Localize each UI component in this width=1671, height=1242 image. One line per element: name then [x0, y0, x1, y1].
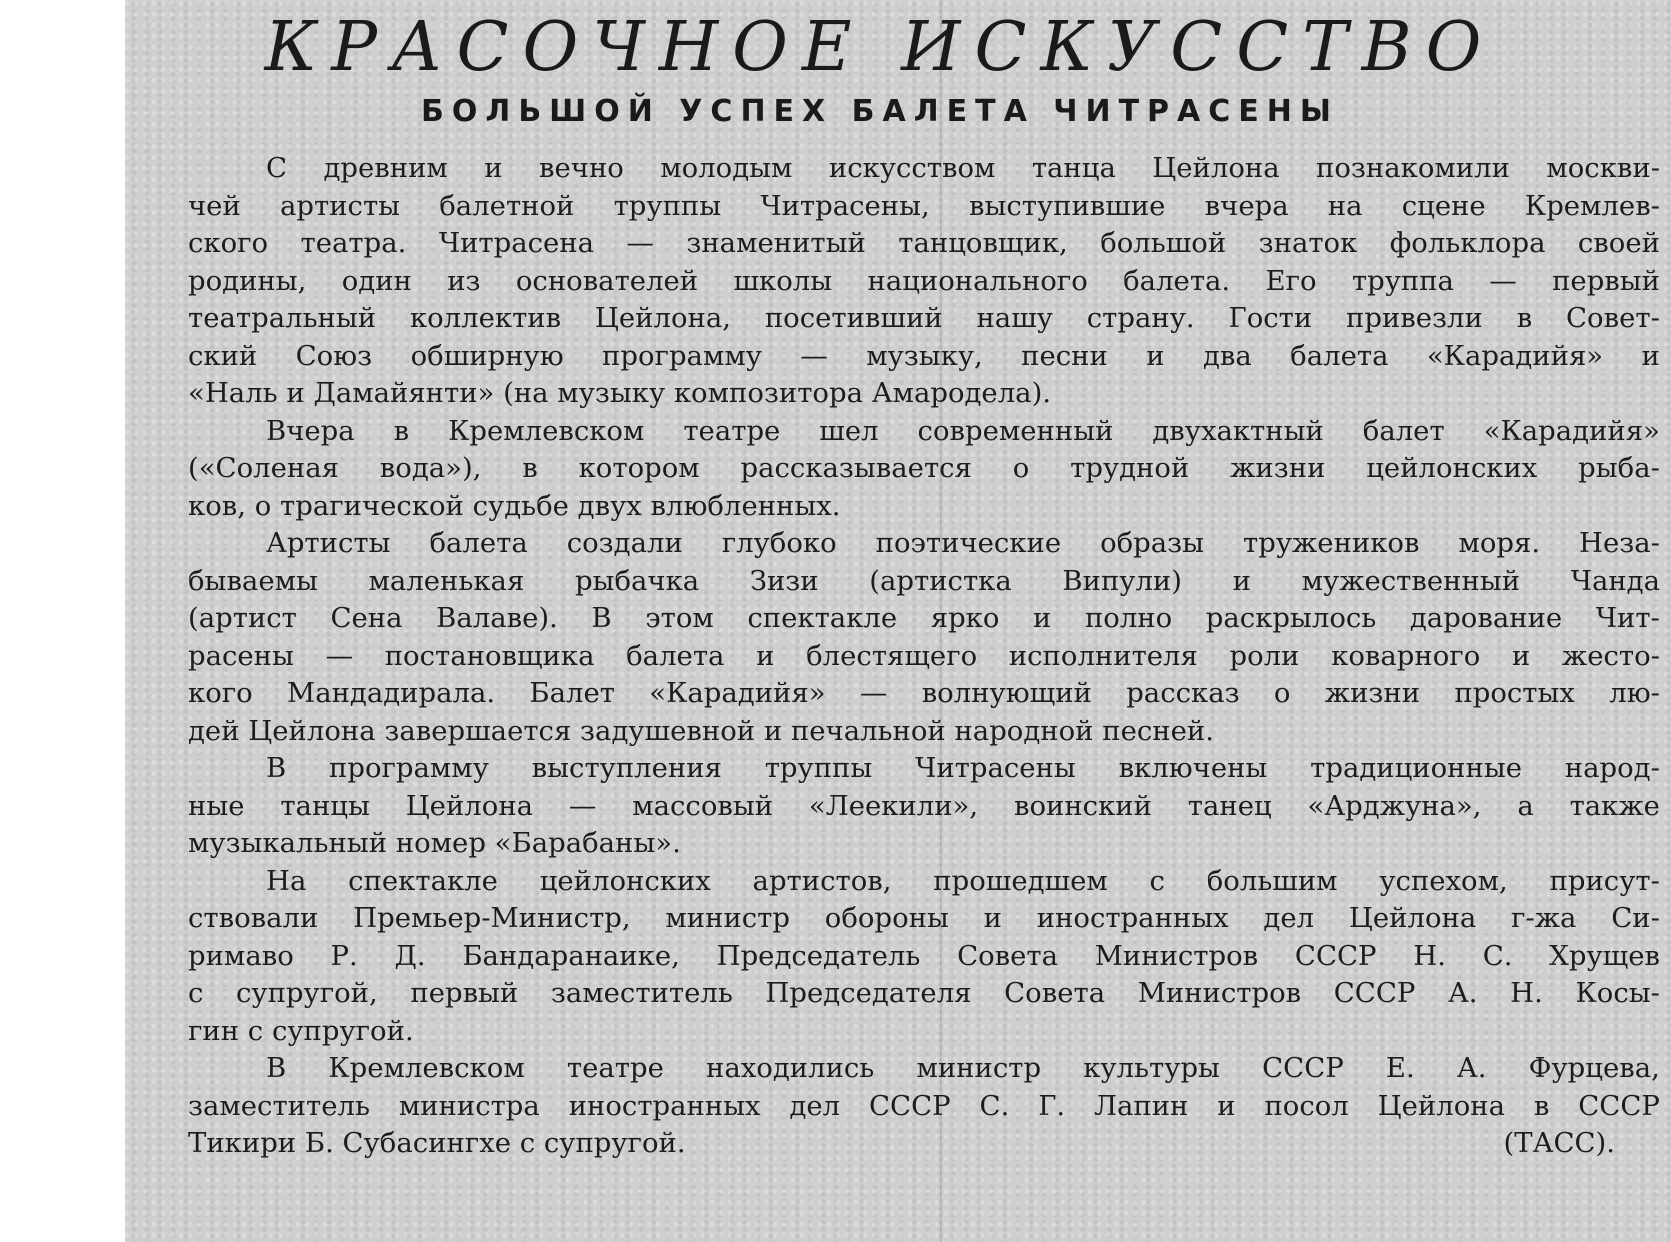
news-agency-credit: (ТАСС).: [1503, 1127, 1615, 1159]
article-line: ский Союз обширную программу — музыку, песни и два балета «Карадийя» и: [188, 339, 1660, 372]
article-line: кого Мандадирала. Балет «Карадийя» — волнующий рассказ о жизни простых лю-: [188, 677, 1660, 709]
article-line: Артисты балета создали глубоко поэтические образы тружеников моря. Неза-: [266, 527, 1660, 559]
article-subheadline: БОЛЬШОЙ УСПЕХ БАЛЕТА ЧИТРАСЕНЫ: [421, 94, 1339, 129]
article-line: ков, о трагической судьбе двух влюбленных.: [188, 489, 841, 522]
article-line: чей артисты балетной труппы Читрасены, выступившие вчера на сцене Кремлев-: [188, 189, 1660, 222]
article-line: ствовали Премьер-Министр, министр обороны и иностранных дел Цейлона г-жа Си-: [188, 902, 1660, 934]
article-final-line: Тикири Б. Субасингхе с супругой.: [188, 1127, 686, 1159]
article-line: расены — постановщика балета и блестящего исполнителя роли коварного и жесто-: [188, 639, 1660, 672]
article-line: «Наль и Дамайянти» (на музыку композитора Амародела).: [188, 377, 1052, 409]
article-line: с супругой, первый заместитель Председателя Совета Министров СССР А. Н. Косы-: [188, 977, 1660, 1009]
article-line: театральный коллектив Цейлона, посетивший нашу страну. Гости привезли в Совет-: [188, 302, 1660, 334]
article-line: В программу выступления труппы Читрасены включены традиционные народ-: [266, 752, 1660, 784]
article-line: ные танцы Цейлона — массовый «Леекили», воинский танец «Арджуна», а также: [188, 789, 1660, 822]
article-line: В Кремлевском театре находились министр культуры СССР Е. А. Фурцева,: [266, 1052, 1660, 1084]
article-line: гин с супругой.: [188, 1014, 414, 1047]
article-line: ского театра. Читрасена — знаменитый танцовщик, большой знаток фольклора своей: [188, 227, 1660, 259]
article-line: (артист Сена Валаве). В этом спектакле ярко и полно раскрылось дарование Чит-: [188, 602, 1660, 634]
article-signoff-line: [188, 1125, 1660, 1163]
article-line: музыкальный номер «Барабаны».: [188, 827, 681, 859]
article-line: С древним и вечно молодым искусством танца Цейлона познакомили москви-: [266, 152, 1660, 184]
article-headline: КРАСОЧНОЕ ИСКУССТВО: [264, 8, 1496, 87]
adjacent-page-bleed: [125, 300, 155, 1242]
article-line: римаво Р. Д. Бандаранаике, Председатель Совета Министров СССР Н. С. Хрущев: [188, 939, 1660, 972]
article-line: родины, один из основателей школы национального балета. Его труппа — первый: [188, 264, 1660, 297]
article-line: На спектакле цейлонских артистов, прошедшем с большим успехом, присут-: [266, 864, 1660, 897]
article-body: [188, 150, 1660, 1163]
article-line: Вчера в Кремлевском театре шел современный двухактный балет «Карадийя»: [266, 414, 1660, 447]
article-line: дей Цейлона завершается задушевной и печальной народной песней.: [188, 714, 1214, 747]
article-line: заместитель министра иностранных дел СССР С. Г. Лапин и посол Цейлона в СССР: [188, 1089, 1660, 1122]
article-line: («Соленая вода»), в котором рассказывается о трудной жизни цейлонских рыба-: [188, 452, 1660, 484]
article-line: бываемы маленькая рыбачка Зизи (артистка Випули) и мужественный Чанда: [188, 564, 1660, 597]
